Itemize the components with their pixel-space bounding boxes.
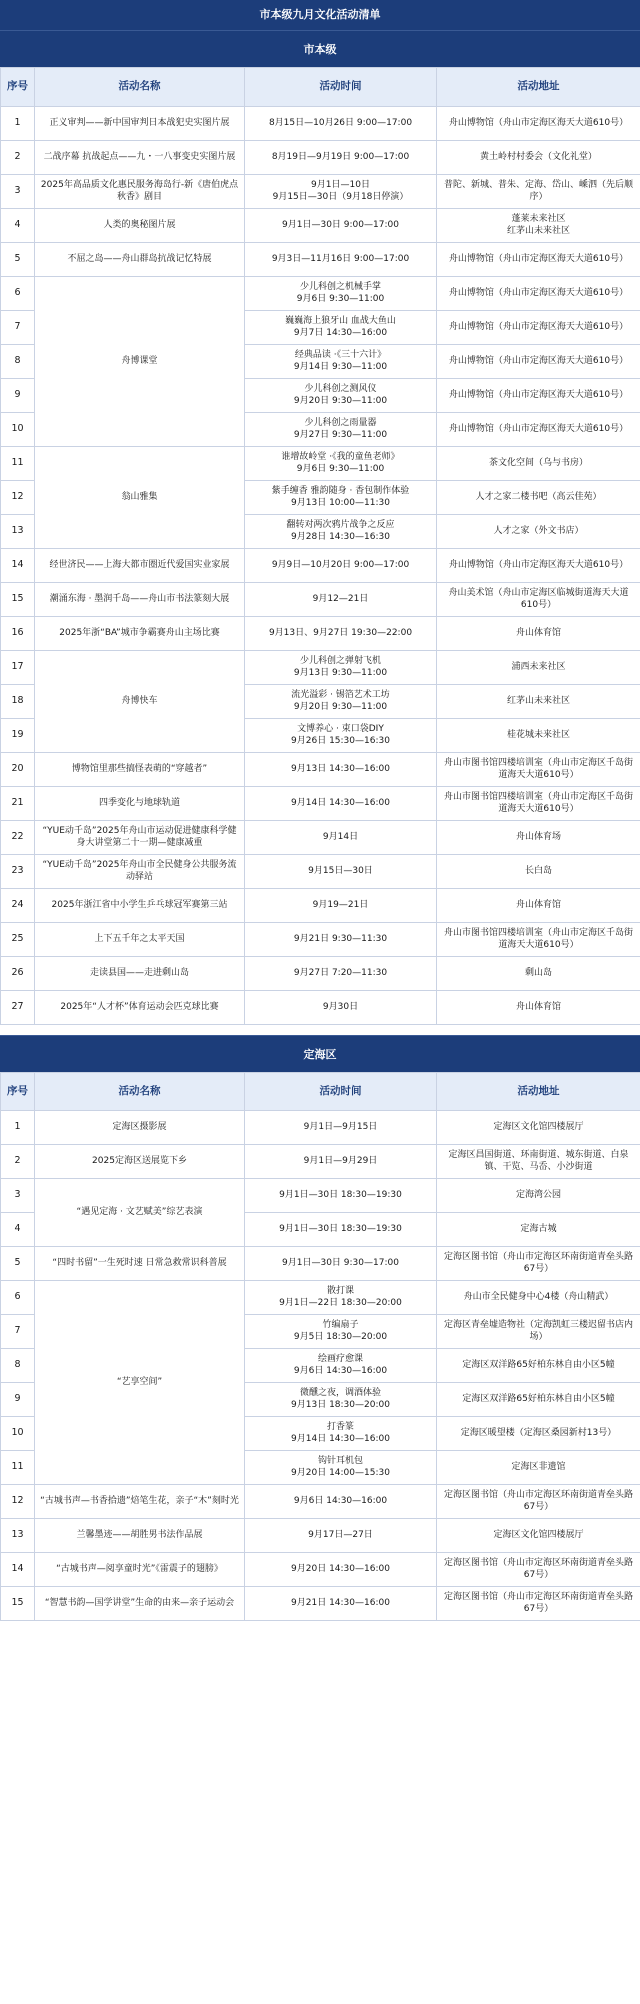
activity-name: 舟博快车	[35, 651, 245, 753]
activity-name: 舟博课堂	[35, 277, 245, 447]
activity-time	[245, 447, 437, 481]
activity-time-text: 9月13日 10:00—11:30	[291, 497, 390, 508]
activity-time-text: 9月20日 14:30—16:00	[291, 1563, 390, 1574]
sub-activity-name: 文博养心 · 束口袋DIY	[297, 723, 384, 734]
row-number: 1	[1, 107, 35, 141]
row-number: 1	[1, 1111, 35, 1145]
row-number: 8	[1, 1349, 35, 1383]
row-number: 12	[1, 1485, 35, 1519]
col-header-addr: 活动地址	[437, 1073, 640, 1111]
activity-address: 舟山博物馆（舟山市定海区海天大道610号）	[437, 345, 640, 379]
sub-activity-name: 少儿科创之测风仪	[304, 383, 377, 394]
activity-time	[245, 1111, 437, 1145]
activity-time	[245, 1281, 437, 1315]
row-number: 22	[1, 821, 35, 855]
activity-address: 蓬莱未来社区 红茅山未来社区	[437, 209, 640, 243]
row-number: 26	[1, 957, 35, 991]
row-number: 9	[1, 1383, 35, 1417]
activity-time-text: 9月28日 14:30—16:30	[291, 531, 390, 542]
activity-name: 人类的奥秘图片展	[35, 209, 245, 243]
row-number: 10	[1, 413, 35, 447]
activity-time	[245, 549, 437, 583]
table-row	[1, 1519, 640, 1553]
activity-time	[245, 787, 437, 821]
table-row	[1, 447, 640, 481]
activity-address: 桂花城未来社区	[437, 719, 640, 753]
row-number: 2	[1, 141, 35, 175]
table-row	[1, 243, 640, 277]
activity-time-text: 9月14日 9:30—11:00	[293, 361, 388, 372]
activity-time	[245, 991, 437, 1025]
table-row	[1, 889, 640, 923]
table-row	[1, 1247, 640, 1281]
row-number: 25	[1, 923, 35, 957]
activity-address: 人才之家二楼书吧（高云佳苑）	[437, 481, 640, 515]
activity-time	[245, 1553, 437, 1587]
activity-address: 舟山博物馆（舟山市定海区海天大道610号）	[437, 413, 640, 447]
activity-time-text: 9月26日 15:30—16:30	[291, 735, 390, 746]
row-number: 4	[1, 209, 35, 243]
sub-activity-name: 绘画疗愈课	[317, 1353, 363, 1364]
activity-time	[245, 1179, 437, 1213]
row-number: 8	[1, 345, 35, 379]
sub-activity-name: 少儿科创之弹射飞机	[299, 655, 381, 666]
activity-time	[245, 175, 437, 209]
sub-activity-name: 巍巍海上狼牙山 血战大鱼山	[285, 315, 396, 326]
table-row	[1, 549, 640, 583]
sub-activity-name: 钩针耳机包	[317, 1455, 363, 1466]
activity-time	[245, 685, 437, 719]
row-number: 7	[1, 311, 35, 345]
activity-time-text: 9月20日 14:00—15:30	[291, 1467, 390, 1478]
activity-address: 浦西未来社区	[437, 651, 640, 685]
table-row	[1, 175, 640, 209]
row-number: 14	[1, 549, 35, 583]
col-header-no: 序号	[1, 68, 35, 107]
activity-time	[245, 1383, 437, 1417]
table-row	[1, 923, 640, 957]
activity-address: 定海区青垒墟造物社（定海凯虹三楼迟留书店内场）	[437, 1315, 640, 1349]
activity-address: 舟山博物馆（舟山市定海区海天大道610号）	[437, 549, 640, 583]
row-number: 15	[1, 583, 35, 617]
row-number: 23	[1, 855, 35, 889]
activity-time-text: 9月13日 14:30—16:00	[291, 763, 390, 774]
section-city	[0, 30, 640, 1025]
sub-activity-name: 打香篆	[326, 1421, 354, 1432]
activity-name: “遇见定海 · 文艺赋美”综艺表演	[35, 1179, 245, 1247]
row-number: 6	[1, 1281, 35, 1315]
table-row	[1, 141, 640, 175]
activity-time	[245, 277, 437, 311]
sub-activity-name: 少儿科创之机械手掌	[299, 281, 381, 292]
activity-time	[245, 107, 437, 141]
row-number: 5	[1, 243, 35, 277]
table-row	[1, 617, 640, 651]
row-number: 7	[1, 1315, 35, 1349]
activity-address: 剩山岛	[437, 957, 640, 991]
sub-activity-name: 少儿科创之雨量器	[304, 417, 377, 428]
activity-time-text: 9月13日 9:30—11:00	[293, 667, 388, 678]
activity-address: 定海区非遗馆	[437, 1451, 640, 1485]
activity-time-text: 9月6日 14:30—16:00	[293, 1365, 388, 1376]
section-title-dinghai: 定海区	[0, 1035, 640, 1072]
sub-activity-name: 经典品读 ·《三十六计》	[294, 349, 387, 360]
activity-address: 定海区图书馆（舟山市定海区环南街道青垒头路67号）	[437, 1485, 640, 1519]
section-gap	[0, 1025, 640, 1035]
activity-time	[245, 1213, 437, 1247]
table-row	[1, 277, 640, 311]
activity-time	[245, 753, 437, 787]
activity-name: “智慧书韵—国学讲堂”生命的由来—亲子运动会	[35, 1587, 245, 1621]
activity-address: 定海湾公园	[437, 1179, 640, 1213]
activity-address: 定海区图书馆（舟山市定海区环南街道青垒头路67号）	[437, 1553, 640, 1587]
activity-address: 舟山体育场	[437, 821, 640, 855]
row-number: 15	[1, 1587, 35, 1621]
activity-time	[245, 209, 437, 243]
sub-activity-name: 微醺之夜，调酒体验	[299, 1387, 381, 1398]
activity-name: 2025年浙江省中小学生乒乓球冠军赛第三站	[35, 889, 245, 923]
activity-address: 舟山市图书馆四楼培训室（舟山市定海区千岛街道海天大道610号）	[437, 787, 640, 821]
table-row	[1, 991, 640, 1025]
activity-name: “YUE动千岛”2025年舟山市全民健身公共服务流动驿站	[35, 855, 245, 889]
table-row	[1, 957, 640, 991]
activity-time	[245, 1349, 437, 1383]
table-body-dinghai	[1, 1111, 640, 1621]
row-number: 13	[1, 1519, 35, 1553]
activity-time-text: 9月1日—10日 9月15日—30日（9月18日停演）	[272, 179, 409, 202]
sub-activity-name: 谁增故岭堂 ·《我的童鱼老师》	[281, 451, 400, 462]
activity-time	[245, 1451, 437, 1485]
row-number: 11	[1, 447, 35, 481]
activity-time	[245, 1145, 437, 1179]
activity-time	[245, 651, 437, 685]
activity-time-text: 9月27日 7:20—11:30	[293, 967, 388, 978]
section-dinghai	[0, 1035, 640, 1621]
activity-name: 2025定海区送展览下乡	[35, 1145, 245, 1179]
row-number: 5	[1, 1247, 35, 1281]
sub-activity-name: 紫手缠香 雅韵随身 · 香包制作体验	[271, 485, 410, 496]
col-header-name: 活动名称	[35, 1073, 245, 1111]
activity-name: 2025年高品质文化惠民服务海岛行-新《唐伯虎点秋香》剧目	[35, 175, 245, 209]
activity-time-text: 9月20日 9:30—11:00	[293, 395, 388, 406]
activity-time-text: 9月13日、9月27日 19:30—22:00	[268, 627, 413, 638]
table-row	[1, 1179, 640, 1213]
activity-time-text: 9月17日—27日	[308, 1529, 373, 1540]
activity-name: “古城书声—阅享童时光”《雷震子的翅膀》	[35, 1553, 245, 1587]
activity-address: 舟山市图书馆四楼培训室（舟山市定海区千岛街道海天大道610号）	[437, 923, 640, 957]
activity-address: 舟山博物馆（舟山市定海区海天大道610号）	[437, 379, 640, 413]
activity-time	[245, 855, 437, 889]
row-number: 17	[1, 651, 35, 685]
activity-address: 舟山体育馆	[437, 617, 640, 651]
table-row	[1, 1281, 640, 1315]
activity-address: 红茅山未来社区	[437, 685, 640, 719]
activity-time	[245, 141, 437, 175]
table-header-row	[1, 68, 640, 107]
activity-name: “四时书留”一生死时速 日常急救常识科普展	[35, 1247, 245, 1281]
row-number: 9	[1, 379, 35, 413]
activity-address: 舟山博物馆（舟山市定海区海天大道610号）	[437, 107, 640, 141]
col-header-name: 活动名称	[35, 68, 245, 107]
activity-address: 舟山市全民健身中心4楼（舟山精武）	[437, 1281, 640, 1315]
row-number: 27	[1, 991, 35, 1025]
row-number: 14	[1, 1553, 35, 1587]
table-body-city	[1, 107, 640, 1025]
activity-time	[245, 515, 437, 549]
row-number: 2	[1, 1145, 35, 1179]
activity-time	[245, 345, 437, 379]
activity-name: 2025年“人才杯”体育运动会匹克球比赛	[35, 991, 245, 1025]
activity-time-text: 9月1日—30日 9:30—17:00	[282, 1257, 399, 1268]
activity-name: “YUE动千岛”2025年舟山市运动促进健康科学健身大讲堂第二十一期—健康减重	[35, 821, 245, 855]
sub-activity-name: 流光溢彩 · 锡箔艺术工坊	[291, 689, 390, 700]
activity-time-text: 8月15日—10月26日 9:00—17:00	[268, 117, 413, 128]
activity-time-text: 9月30日	[322, 1001, 359, 1012]
row-number: 4	[1, 1213, 35, 1247]
table-row	[1, 1485, 640, 1519]
table-row	[1, 787, 640, 821]
activity-time-text: 9月3日—11月16日 9:00—17:00	[271, 253, 410, 264]
col-header-addr: 活动地址	[437, 68, 640, 107]
activity-time-text: 9月12—21日	[312, 593, 369, 604]
table-row	[1, 651, 640, 685]
table-row	[1, 753, 640, 787]
activity-address: 舟山市图书馆四楼培训室（舟山市定海区千岛街道海天大道610号）	[437, 753, 640, 787]
table-row	[1, 209, 640, 243]
activity-time-text: 9月1日—9月29日	[303, 1155, 378, 1166]
activity-address: 定海区双洋路65好柏东林自由小区5幢	[437, 1349, 640, 1383]
row-number: 19	[1, 719, 35, 753]
table-row	[1, 1111, 640, 1145]
activity-time	[245, 379, 437, 413]
activity-time-text: 9月6日 14:30—16:00	[293, 1495, 388, 1506]
activity-name: 正义审判——新中国审判日本战犯史实图片展	[35, 107, 245, 141]
activity-time-text: 9月15日—30日	[308, 865, 373, 876]
activity-time-text: 9月14日 14:30—16:00	[291, 797, 390, 808]
activity-name: 二战序幕 抗战起点——九・一八事变史实图片展	[35, 141, 245, 175]
activity-time-text: 8月19日—9月19日 9:00—17:00	[271, 151, 410, 162]
activity-time	[245, 1485, 437, 1519]
row-number: 12	[1, 481, 35, 515]
activity-time-text: 9月14日	[322, 831, 359, 842]
activity-address: 长白岛	[437, 855, 640, 889]
activity-address: 定海区图书馆（舟山市定海区环南街道青垒头路67号）	[437, 1247, 640, 1281]
activity-time	[245, 957, 437, 991]
activity-time	[245, 481, 437, 515]
activity-address: 黄土岭村村委会（文化礼堂）	[437, 141, 640, 175]
activity-time-text: 9月1日—22日 18:30—20:00	[279, 1297, 402, 1308]
activity-name: 经世济民——上海大都市圈近代爱国实业家展	[35, 549, 245, 583]
activity-time	[245, 243, 437, 277]
activity-time	[245, 1587, 437, 1621]
activity-address: 定海区文化馆四楼展厅	[437, 1111, 640, 1145]
activity-name: 博物馆里那些搞怪表萌的“穿越者”	[35, 753, 245, 787]
activity-address: 普陀、新城、普朱、定海、岱山、嵊泗（先后顺序）	[437, 175, 640, 209]
col-header-time: 活动时间	[245, 68, 437, 107]
activity-name: 不屈之岛——舟山群岛抗战记忆特展	[35, 243, 245, 277]
activity-time-text: 9月5日 18:30—20:00	[293, 1331, 388, 1342]
activity-time	[245, 1247, 437, 1281]
activity-address: 定海区文化馆四楼展厅	[437, 1519, 640, 1553]
activity-time-text: 9月1日—9月15日	[303, 1121, 378, 1132]
table-row	[1, 821, 640, 855]
activity-time	[245, 719, 437, 753]
activity-time-text: 9月6日 9:30—11:00	[296, 293, 385, 304]
activity-address: 舟山博物馆（舟山市定海区海天大道610号）	[437, 277, 640, 311]
activity-name: 潮涌东海 · 墨润千岛——舟山市书法篆刻大展	[35, 583, 245, 617]
activity-address: 舟山美术馆（舟山市定海区临城街道海天大道610号）	[437, 583, 640, 617]
activity-time-text: 9月21日 14:30—16:00	[291, 1597, 390, 1608]
table-row	[1, 1145, 640, 1179]
table-row	[1, 1587, 640, 1621]
activity-time-text: 9月13日 18:30—20:00	[291, 1399, 390, 1410]
activity-name: “艺享空间”	[35, 1281, 245, 1485]
activity-address: 舟山博物馆（舟山市定海区海天大道610号）	[437, 243, 640, 277]
sub-activity-name: 竹编扇子	[322, 1319, 359, 1330]
row-number: 3	[1, 1179, 35, 1213]
row-number: 6	[1, 277, 35, 311]
activity-time-text: 9月27日 9:30—11:00	[293, 429, 388, 440]
activity-time	[245, 413, 437, 447]
section-title-city: 市本级	[0, 30, 640, 67]
activity-name: “古城书声—书香拾遗”焙笔生花，亲子“木”刻时光	[35, 1485, 245, 1519]
row-number: 10	[1, 1417, 35, 1451]
sub-activity-name: 散打课	[326, 1285, 354, 1296]
activity-name: 定海区摄影展	[35, 1111, 245, 1145]
col-header-no: 序号	[1, 1073, 35, 1111]
row-number: 21	[1, 787, 35, 821]
activity-address: 定海古城	[437, 1213, 640, 1247]
activity-name: 四季变化与地球轨道	[35, 787, 245, 821]
activity-time	[245, 617, 437, 651]
row-number: 20	[1, 753, 35, 787]
activity-name: 上下五千年之太平天国	[35, 923, 245, 957]
activity-time-text: 9月20日 9:30—11:00	[293, 701, 388, 712]
page-title: 市本级九月文化活动清单	[0, 0, 640, 30]
activity-time	[245, 889, 437, 923]
activity-time-text: 9月9日—10月20日 9:00—17:00	[271, 559, 410, 570]
activity-table-dinghai	[0, 1072, 640, 1621]
table-row	[1, 583, 640, 617]
sub-activity-name: 翻转对两次鸦片战争之反应	[286, 519, 395, 530]
col-header-time: 活动时间	[245, 1073, 437, 1111]
activity-time-text: 9月6日 9:30—11:00	[296, 463, 385, 474]
activity-name: 走读县国——走进剩山岛	[35, 957, 245, 991]
activity-time-text: 9月19—21日	[312, 899, 369, 910]
activity-address: 定海区图书馆（舟山市定海区环南街道青垒头路67号）	[437, 1587, 640, 1621]
row-number: 13	[1, 515, 35, 549]
activity-address: 定海区双洋路65好柏东林自由小区5幢	[437, 1383, 640, 1417]
activity-time	[245, 583, 437, 617]
activity-table-city	[0, 67, 640, 1025]
activity-time-text: 9月1日—30日 18:30—19:30	[279, 1223, 402, 1234]
table-row	[1, 1553, 640, 1587]
activity-time	[245, 1315, 437, 1349]
activity-address: 舟山体育馆	[437, 889, 640, 923]
table-header-row	[1, 1073, 640, 1111]
activity-time	[245, 311, 437, 345]
row-number: 18	[1, 685, 35, 719]
activity-address: 舟山博物馆（舟山市定海区海天大道610号）	[437, 311, 640, 345]
activity-time	[245, 923, 437, 957]
activity-address: 人才之家（外文书店）	[437, 515, 640, 549]
row-number: 24	[1, 889, 35, 923]
activity-address: 定海区暖望楼（定海区桑园新村13号）	[437, 1417, 640, 1451]
row-number: 3	[1, 175, 35, 209]
activity-name: 兰馨墨迹——胡胜男书法作品展	[35, 1519, 245, 1553]
activity-time-text: 9月7日 14:30—16:00	[293, 327, 388, 338]
activity-time	[245, 1417, 437, 1451]
activity-time	[245, 821, 437, 855]
activity-address: 茶文化空间（乌与书房）	[437, 447, 640, 481]
table-row	[1, 107, 640, 141]
activity-time-text: 9月21日 9:30—11:30	[293, 933, 388, 944]
activity-time-text: 9月14日 14:30—16:00	[291, 1433, 390, 1444]
row-number: 11	[1, 1451, 35, 1485]
activity-name: 2025年浙“BA”城市争霸赛舟山主场比赛	[35, 617, 245, 651]
activity-name: 翁山雅集	[35, 447, 245, 549]
activity-time	[245, 1519, 437, 1553]
table-row	[1, 855, 640, 889]
activity-time-text: 9月1日—30日 9:00—17:00	[282, 219, 399, 230]
activity-address: 舟山体育馆	[437, 991, 640, 1025]
activity-address: 定海区昌国街道、环南街道、城东街道、白泉镇、干览、马岙、小沙街道	[437, 1145, 640, 1179]
activity-time-text: 9月1日—30日 18:30—19:30	[279, 1189, 402, 1200]
row-number: 16	[1, 617, 35, 651]
